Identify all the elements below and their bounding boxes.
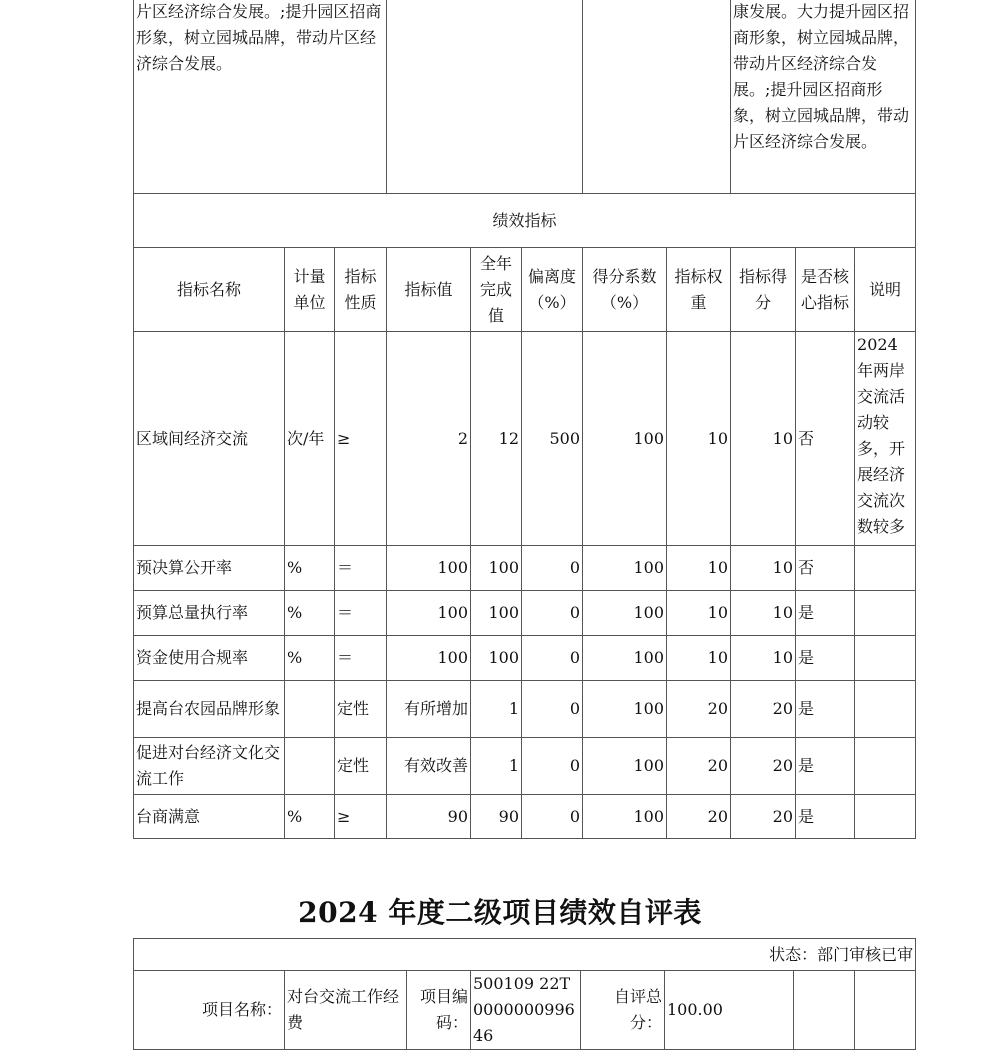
indicator-deviation: 500 [522,332,583,546]
table-row [134,332,916,546]
indicator-weight: 20 [667,795,731,839]
indicator-core: 否 [796,332,855,546]
header-row [134,248,916,332]
indicator-weight: 10 [667,546,731,591]
indicator-coef: 100 [583,332,667,546]
table-row [134,795,916,839]
indicator-core: 是 [796,738,855,795]
header-cell: 全年完成值 [471,248,522,332]
project-code-label: 项目编码： [407,971,471,1050]
header-cell: 指标值 [387,248,471,332]
indicator-nature: 定性 [335,681,387,738]
description-left: 片区经济综合发展。;提升园区招商形象，树立园城品牌，带动片区经济综合发展。 [134,0,387,194]
indicator-score: 10 [731,636,796,681]
empty-cell [855,971,916,1050]
section-title: 绩效指标 [134,194,916,248]
indicator-target: 有效改善 [387,738,471,795]
indicator-note [855,681,916,738]
indicator-core: 否 [796,546,855,591]
empty-cell [794,971,855,1050]
indicator-note [855,795,916,839]
indicator-weight: 10 [667,591,731,636]
indicator-weight: 20 [667,738,731,795]
indicator-name: 提高台农园品牌形象 [134,681,285,738]
indicator-actual: 100 [471,591,522,636]
description-right: 康发展。大力提升园区招商形象，树立园城品牌，带动片区经济综合发展。;提升园区招商形象，树立园城品牌，带动片区经济综合发展。 [731,0,916,194]
indicator-deviation: 0 [522,681,583,738]
indicator-target: 100 [387,546,471,591]
header-cell: 计量单位 [285,248,335,332]
performance-table [133,0,916,839]
indicator-score: 10 [731,591,796,636]
indicator-score: 20 [731,738,796,795]
status-text: 状态：部门审核已审 [134,939,916,971]
indicator-coef: 100 [583,738,667,795]
indicator-nature: ＝ [335,591,387,636]
indicator-note [855,591,916,636]
indicator-deviation: 0 [522,546,583,591]
header-cell: 偏离度（%） [522,248,583,332]
indicator-coef: 100 [583,591,667,636]
description-middle [387,0,583,194]
indicator-actual: 12 [471,332,522,546]
project-name-label: 项目名称： [134,971,285,1050]
header-cell: 指标性质 [335,248,387,332]
indicator-unit: 次/年 [285,332,335,546]
indicator-nature: 定性 [335,738,387,795]
header-cell: 指标得分 [731,248,796,332]
indicator-core: 是 [796,636,855,681]
indicator-unit: % [285,591,335,636]
indicator-deviation: 0 [522,738,583,795]
indicator-name: 预决算公开率 [134,546,285,591]
header-cell: 得分系数（%） [583,248,667,332]
indicator-coef: 100 [583,681,667,738]
indicator-target: 100 [387,636,471,681]
indicator-deviation: 0 [522,636,583,681]
indicator-actual: 1 [471,738,522,795]
indicator-coef: 100 [583,636,667,681]
indicator-nature: ＝ [335,636,387,681]
indicator-score: 10 [731,546,796,591]
project-code-value: 500109 22T000000099646 [471,971,581,1050]
indicator-weight: 20 [667,681,731,738]
indicator-unit [285,738,335,795]
indicator-deviation: 0 [522,591,583,636]
indicator-actual: 100 [471,546,522,591]
indicator-coef: 100 [583,546,667,591]
indicator-name: 台商满意 [134,795,285,839]
indicator-actual: 100 [471,636,522,681]
indicator-score: 20 [731,681,796,738]
indicator-score: 20 [731,795,796,839]
table-row [134,738,916,795]
indicator-nature: ＝ [335,546,387,591]
header-cell: 指标权重 [667,248,731,332]
indicator-weight: 10 [667,332,731,546]
indicator-target: 90 [387,795,471,839]
indicator-unit: % [285,795,335,839]
self-score-value: 100.00 [665,971,794,1050]
indicator-name: 区域间经济交流 [134,332,285,546]
form-title: 2024 年度二级项目绩效自评表 [298,896,702,929]
indicator-note: 2024年两岸交流活动较多，开展经济交流次数较多 [855,332,916,546]
indicator-unit [285,681,335,738]
table-row [134,636,916,681]
indicator-actual: 1 [471,681,522,738]
indicator-unit: % [285,636,335,681]
table-row [134,591,916,636]
indicator-name: 预算总量执行率 [134,591,285,636]
indicator-actual: 90 [471,795,522,839]
indicator-unit: % [285,546,335,591]
indicator-weight: 10 [667,636,731,681]
table-row [134,681,916,738]
indicator-score: 10 [731,332,796,546]
indicator-nature: ≥ [335,795,387,839]
project-summary-table [133,938,916,1050]
top-description-row [134,0,916,194]
indicator-note [855,738,916,795]
indicator-target: 有所增加 [387,681,471,738]
header-cell: 是否核心指标 [796,248,855,332]
header-cell: 指标名称 [134,248,285,332]
indicator-target: 2 [387,332,471,546]
indicator-coef: 100 [583,795,667,839]
table-row [134,546,916,591]
self-score-label: 自评总分： [581,971,665,1050]
indicator-core: 是 [796,591,855,636]
indicator-nature: ≥ [335,332,387,546]
indicator-name: 促进对台经济文化交流工作 [134,738,285,795]
indicator-name: 资金使用合规率 [134,636,285,681]
indicator-note [855,636,916,681]
indicator-core: 是 [796,795,855,839]
header-cell: 说明 [855,248,916,332]
indicator-deviation: 0 [522,795,583,839]
project-name-value: 对台交流工作经费 [285,971,407,1050]
indicator-note [855,546,916,591]
indicator-core: 是 [796,681,855,738]
description-spacer [583,0,731,194]
indicator-target: 100 [387,591,471,636]
